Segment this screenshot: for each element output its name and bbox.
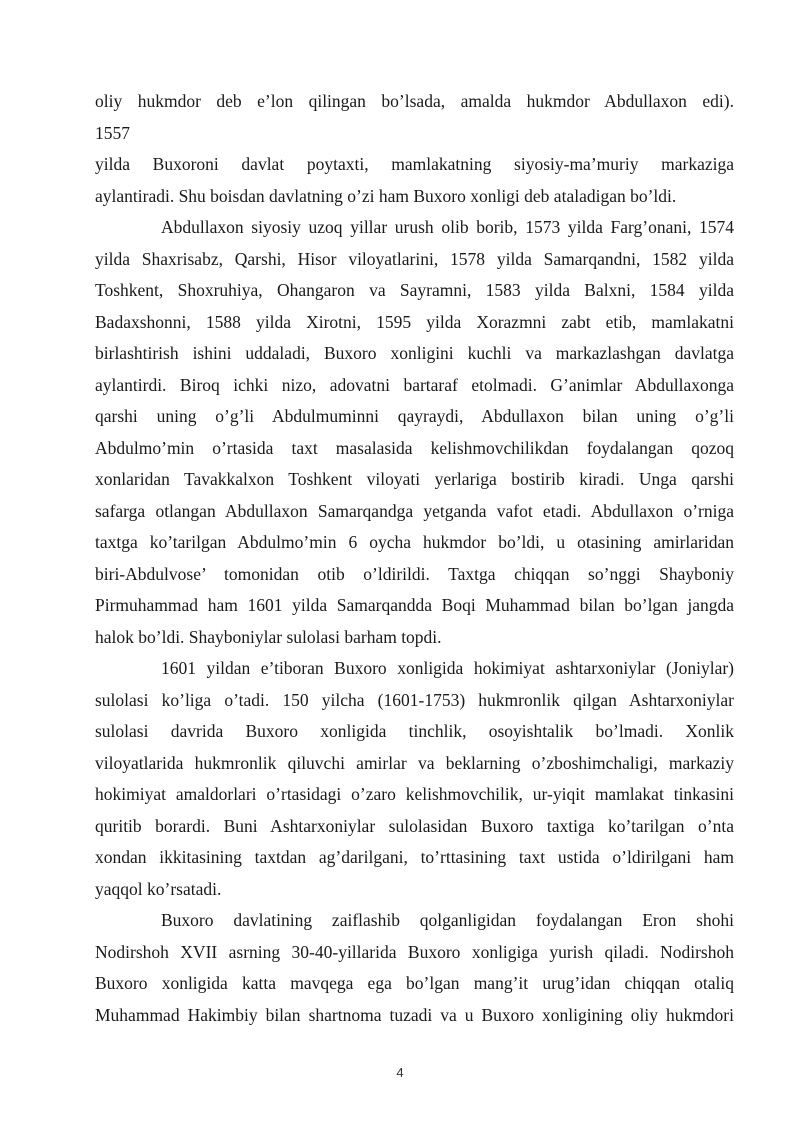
- text-line: Muhammad Hakimbiy bilan shartnoma tuzadi va u Buxoro xonligining oliy hukmdori: [95, 1004, 734, 1025]
- text-line: taxtga ko’tarilgan Abdulmo’min 6 oycha hukmdor bo’ldi, u otasining amirlaridan: [95, 532, 734, 552]
- text-line: halok bo’ldi. Shayboniylar sulolasi barham topdi.: [95, 626, 442, 647]
- text-line: sulolasi ko’liga o’tadi. 150 yilcha (1601-1753) hukmronlik qilgan Ashtarxoniylar: [95, 689, 734, 710]
- text-line: Badaxshonni, 1588 yilda Xirotni, 1595 yilda Xorazmni zabt etib, mamlakatni: [95, 311, 734, 332]
- text-line: Pirmuhammad ham 1601 yilda Samarqandda Boqi Muhammad bilan bo’lgan jangda: [95, 595, 734, 615]
- text-line: aylantiradi. Shu boisdan davlatning o’zi ham Buxoro xonligi deb ataladigan bo’ldi.: [95, 185, 677, 206]
- text-line: xonlaridan Tavakkalxon Toshkent viloyati yerlariga bostirib kiradi. Unga qarshi: [95, 469, 734, 489]
- text-line: xondan ikkitasining taxtdan ag’darilgani, to’rttasining taxt ustida o’ldirilgani ham: [95, 847, 734, 867]
- text-line: qarshi uning o’g’li Abdulmuminni qayraydi, Abdullaxon bilan uning o’g’li: [95, 406, 734, 426]
- page-number: 4: [396, 1065, 404, 1080]
- text-line: sulolasi davrida Buxoro xonligida tinchlik, osoyishtalik bo’lmadi. Xonlik: [95, 721, 734, 741]
- text-line: quritib borardi. Buni Ashtarxoniylar sulolasidan Buxoro taxtiga ko’tarilgan o’nta: [95, 815, 734, 836]
- text-line: yilda Buxoroni davlat poytaxti, mamlakatning siyosiy-ma’muriy markaziga: [95, 154, 734, 174]
- text-line: Toshkent, Shoxruhiya, Ohangaron va Sayramni, 1583 yilda Balxni, 1584 yilda: [95, 280, 734, 300]
- text-line: Abdulmo’min o’rtasida taxt masalasida kelishmovchilikdan foydalangan qozoq: [95, 437, 734, 458]
- paragraph: [95, 905, 734, 1031]
- paragraph: [95, 653, 734, 905]
- document-body: [95, 86, 734, 1031]
- text-line: oliy hukmdor deb e’lon qilingan bo’lsada, amalda hukmdor Abdullaxon edi).: [95, 91, 734, 111]
- text-line: 1557: [95, 122, 130, 143]
- text-line: yaqqol ko’rsatadi.: [95, 878, 222, 899]
- text-line: Abdullaxon siyosiy uzoq yillar urush olib borib, 1573 yilda Farg’onani, 1574: [161, 217, 734, 237]
- text-line: aylantirdi. Biroq ichki nizo, adovatni bartaraf etolmadi. G’animlar Abdullaxonga: [95, 374, 734, 395]
- text-line: hokimiyat amaldorlari o’rtasidagi o’zaro kelishmovchilik, ur-yiqit mamlakat tinkasini: [95, 784, 734, 804]
- paragraph: [95, 149, 734, 212]
- paragraph: [95, 86, 734, 149]
- text-line: Buxoro xonligida katta mavqega ega bo’lgan mang’it urug’idan chiqqan otaliq: [95, 973, 734, 993]
- text-line: Nodirshoh XVII asrning 30-40-yillarida Buxoro xonligiga yurish qiladi. Nodirshoh: [95, 941, 734, 962]
- text-line: yilda Shaxrisabz, Qarshi, Hisor viloyatlarini, 1578 yilda Samarqandni, 1582 yilda: [95, 248, 734, 269]
- text-line: biri-Abdulvose’ tomonidan otib o’ldirildi. Taxtga chiqqan so’nggi Shayboniy: [95, 563, 734, 584]
- text-line: safarga otlangan Abdullaxon Samarqandga yetganda vafot etadi. Abdullaxon o’rniga: [95, 500, 734, 521]
- text-line: viloyatlarida hukmronlik qiluvchi amirlar va beklarning o’zboshimchaligi, markaziy: [95, 752, 734, 773]
- text-line: 1601 yildan e’tiboran Buxoro xonligida hokimiyat ashtarxoniylar (Joniylar): [161, 658, 734, 678]
- text-line: Buxoro davlatining zaiflashib qolganligidan foydalangan Eron shohi: [161, 910, 734, 930]
- paragraph: [95, 212, 734, 653]
- text-line: birlashtirish ishini uddaladi, Buxoro xonligini kuchli va markazlashgan davlatga: [95, 343, 734, 363]
